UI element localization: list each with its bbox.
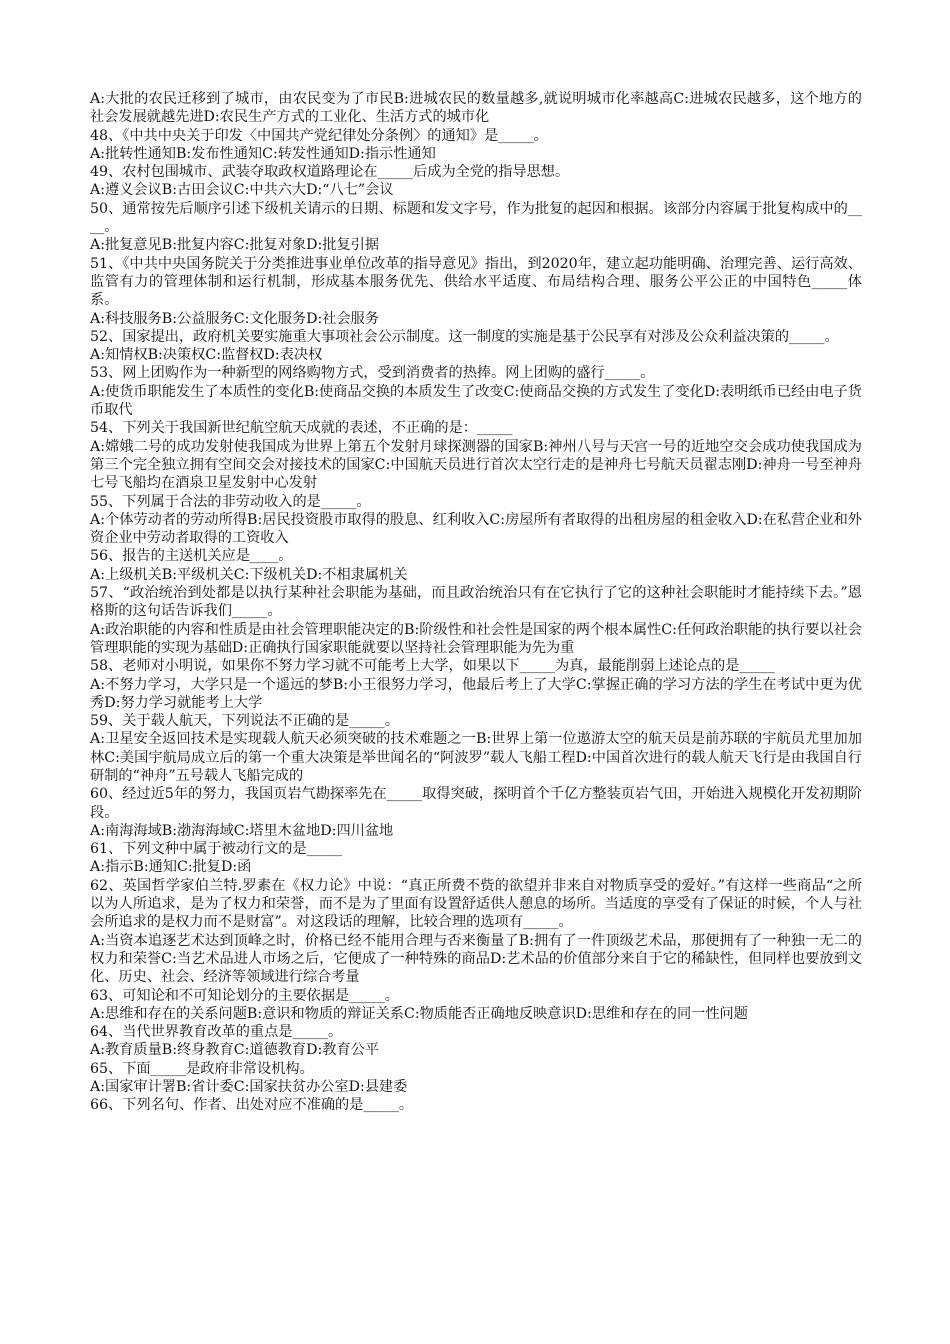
answer-options-52: A:知情权B:决策权C:监督权D:表决权	[90, 347, 323, 364]
answer-options-48: A:批转性通知B:发布性通知C:转发性通知D:指示性通知	[90, 145, 436, 162]
question-66: 66、下列名句、作者、出处对应不准确的是_____。	[90, 1097, 414, 1114]
question-62: 62、英国哲学家伯兰特.罗素在《权力论》中说：“真正所费不赀的欲望并非来自对物质享受的爱好。”有这样一些商品“之所以为人所追求，是为了权力和荣誉，而不是为了里面有设置舒适供人憩息的场所。当适度的享受有了保证的时候，个人与社会所追求的是权力而不是财富”。对这段话的理解，比较合理的选项有_____。	[90, 877, 862, 931]
answer-options-50: A:批复意见B:批复内容C:批复对象D:批复引据	[90, 237, 380, 254]
question-60: 60、经过近5年的努力，我国页岩气勘探率先在_____取得突破，探明首个千亿方整装页岩气田，开始进入规模化开发初期阶段。	[90, 786, 862, 821]
question-55: 55、下列属于合法的非劳动收入的是_____。	[90, 493, 371, 510]
question-48: 48、《中共中央关于印发〈中国共产党纪律处分条例〉的通知》是_____。	[90, 127, 548, 144]
answer-options-49: A:遵义会议B:古田会议C:中共六大D:“八七”会议	[90, 182, 394, 199]
question-57: 57、“政治统治到处都是以执行某种社会职能为基础，而且政治统治只有在它执行了它的这种社会职能时才能持续下去。”恩格斯的这句话告诉我们_____。	[90, 585, 862, 620]
answer-options-55: A:个体劳动者的劳动所得B:居民投资股市取得的股息、红利收入C:房屋所有者取得的出租房屋的租金收入D:在私营企业和外资企业中劳动者取得的工资收入	[90, 511, 862, 547]
question-58: 58、老师对小明说，如果你不努力学习就不可能考上大学，如果以下_____为真，最能削弱上述论点的是_____	[90, 658, 775, 675]
answer-options-63: A:思维和存在的关系问题B:意识和物质的辩证关系C:物质能否正确地反映意识D:思维和存在的同一性问题	[90, 1005, 748, 1022]
question-51: 51、《中共中央国务院关于分类推进事业单位改革的指导意见》指出，到2020年，建立起功能明确、治理完善、运行高效、监管有力的管理体制和运行机制，形成基本服务优先、供给水平适度、布局结构合理、服务公平公正的中国特色_____体系。	[90, 255, 862, 309]
question-54: 54、下列关于我国新世纪航空航天成就的表述，不正确的是：_____	[90, 420, 513, 437]
answer-options-65: A:国家审计署B:省计委C:国家扶贫办公室D:县建委	[90, 1079, 408, 1096]
question-50: 50、通常按先后顺序引述下级机关请示的日期、标题和发文字号，作为批复的起因和根据。该部分内容属于批复构成中的____。	[90, 200, 862, 236]
question-52: 52、国家提出，政府机关要实施重大事项社会公示制度。这一制度的实施是基于公民享有对涉及公众利益决策的_____。	[90, 328, 839, 345]
answer-options-64: A:教育质量B:终身教育C:道德教育D:教育公平	[90, 1042, 380, 1059]
question-65: 65、下面_____是政府非常设机构。	[90, 1060, 314, 1077]
question-63: 63、可知论和不可知论划分的主要依据是_____。	[90, 987, 399, 1004]
answer-options-57: A:政治职能的内容和性质是由社会管理职能决定的B:阶级性和社会性是国家的两个根本属性C:任何政治职能的执行要以社会管理职能的实现为基础D:正确执行国家职能就要以坚持社会管理职能为先为重	[90, 621, 862, 656]
question-61: 61、下列文种中属于被动行文的是_____	[90, 841, 343, 858]
answer-options-51: A:科技服务B:公益服务C:文化服务D:社会服务	[90, 310, 380, 327]
answer-options-58: A:不努力学习，大学只是一个遥远的梦B:小王很努力学习，他最后考上了大学C:掌握正确的学习方法的学生在考试中更为优秀D:努力学习就能考上大学	[90, 676, 862, 711]
answer-options-53: A:使货币职能发生了本质性的变化B:使商品交换的本质发生了改变C:使商品交换的方式发生了变化D:表明纸币已经由电子货币取代	[90, 383, 862, 419]
answer-options-47: A:大批的农民迁移到了城市，由农民变为了市民B:进城农民的数量越多,就说明城市化率越高C:进城农民越多，这个地方的社会发展就越先进D:农民生产方式的工业化、生活方式的城市化	[90, 91, 862, 126]
answer-options-56: A:上级机关B:平级机关C:下级机关D:不相隶属机关	[90, 566, 408, 583]
question-64: 64、当代世界教育改革的重点是_____。	[90, 1024, 343, 1041]
question-53: 53、网上团购作为一种新型的网络购物方式，受到消费者的热捧。网上团购的盛行_____。	[90, 365, 655, 382]
question-59: 59、关于载人航天，下列说法不正确的是_____。	[90, 713, 399, 730]
answer-options-60: A:南海海域B:渤海海域C:塔里木盆地D:四川盆地	[90, 822, 394, 839]
question-49: 49、农村包围城市、武装夺取政权道路理论在_____后成为全党的指导思想。	[90, 164, 570, 181]
answer-options-61: A:指示B:通知C:批复D:函	[90, 859, 252, 876]
answer-options-54: A:嫦娥二号的成功发射使我国成为世界上第五个发射月球探测器的国家B:神州八号与天宫一号的近地空交会成功使我国成为第三个完全独立拥有空间交会对接技术的国家C:中国航天员进行首次太空行走的是神舟七号航天员翟志刚D:神舟一号至神舟七号飞船均在酒泉卫星发射中心发射	[90, 438, 862, 492]
answer-options-62: A:当资本追逐艺术达到顶峰之时，价格已经不能用合理与否来衡量了B:拥有了一件顶级艺术品，那便拥有了一种独一无二的权力和荣誉C:当艺术品进人市场之后，它便成了一种特殊的商品D:艺术品的价值部分来自于它的稀缺性，但同样也要放到文化、历史、社会、经济等领域进行综合考量	[90, 932, 862, 986]
question-56: 56、报告的主送机关应是____。	[90, 548, 293, 565]
answer-options-59: A:卫星安全返回技术是实现载人航天必须突破的技术难题之一B:世界上第一位遨游太空的航天员是前苏联的宇航员尤里加加林C:美国宇航局成立后的第一个重大决策是举世闻名的“阿波罗”载人飞船工程D:中国首次进行的载人航天飞行是由我国自行研制的“神舟”五号载人飞船完成的	[90, 731, 862, 784]
document-body	[90, 90, 862, 1115]
